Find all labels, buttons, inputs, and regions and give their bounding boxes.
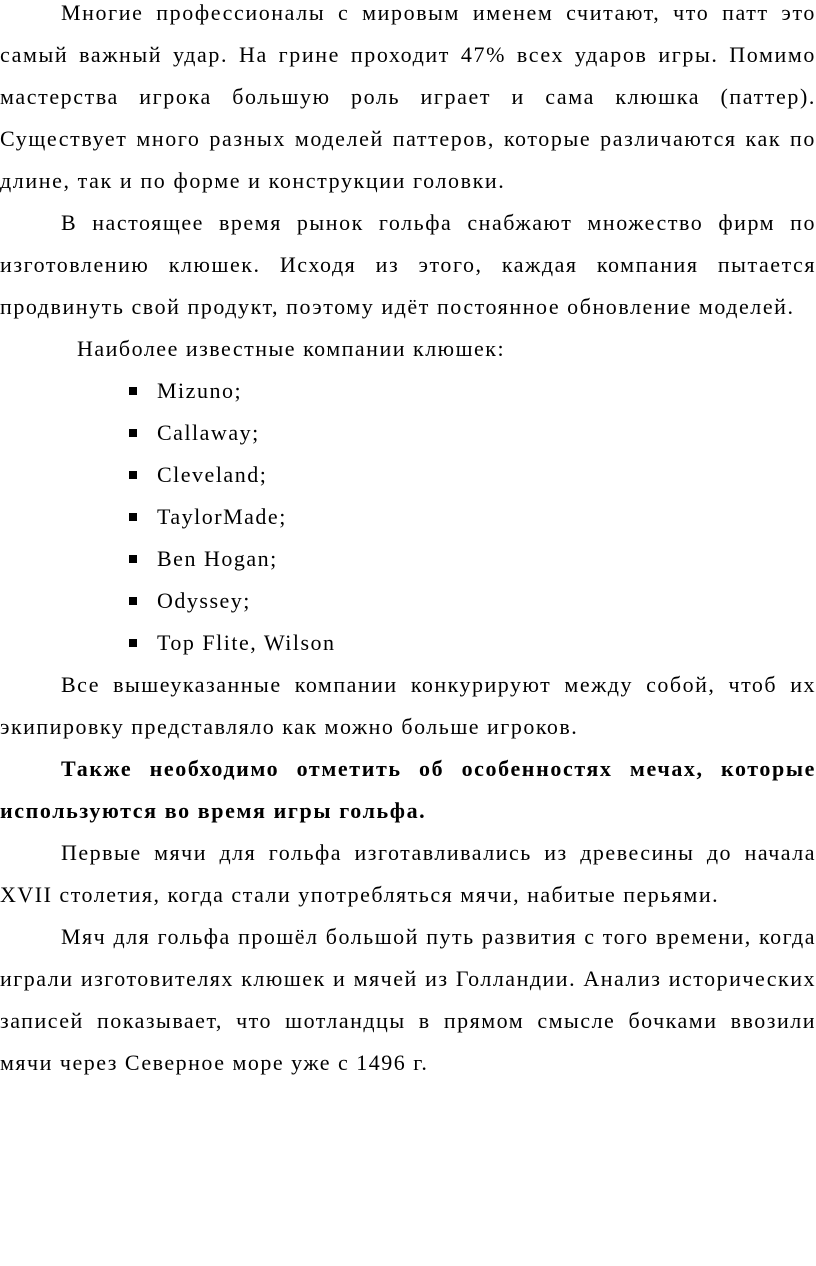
list-item: Odyssey; (129, 580, 816, 622)
list-item: Cleveland; (129, 454, 816, 496)
paragraph-competition: Все вышеуказанные компании конкурируют между собой, чтоб их экипировку представляло как можно больше игроков. (0, 672, 816, 739)
square-bullet-icon (129, 387, 137, 395)
list-intro: Наиболее известные компании клюшек: (77, 336, 506, 361)
paragraph-putt: Многие профессионалы с мировым именем считают, что патт это самый важный удар. На грине проходит 47% всех ударов игры. Помимо мастерства игрока большую роль играет и сама клюшка (паттер). Существует много разных моделей паттеров, которые различаются как по длине, так и по форме и конструкции головки. (0, 0, 816, 193)
paragraph-ball-history: Мяч для гольфа прошёл большой путь развития с того времени, когда играли изготовителях клюшек и мячей из Голландии. Анализ исторических записей показывает, что шотландцы в прямом смысле бочками ввозили мячи через Северное море уже с 1496 г. (0, 924, 816, 1075)
square-bullet-icon (129, 471, 137, 479)
square-bullet-icon (129, 597, 137, 605)
brand-list (0, 370, 816, 664)
square-bullet-icon (129, 639, 137, 647)
list-item: TaylorMade; (129, 496, 816, 538)
list-item: Top Flite, Wilson (129, 622, 816, 664)
paragraph-market: В настоящее время рынок гольфа снабжают множество фирм по изготовлению клюшек. Исходя из этого, каждая компания пытается продвинуть свой продукт, поэтому идёт постоянное обновление моделей. (0, 210, 816, 319)
list-item: Ben Hogan; (129, 538, 816, 580)
list-item: Callaway; (129, 412, 816, 454)
square-bullet-icon (129, 429, 137, 437)
square-bullet-icon (129, 555, 137, 563)
bold-heading: Также необходимо отметить об особенностях мечах, которые используются во время игры гольфа. (0, 756, 816, 823)
list-item: Mizuno; (129, 370, 816, 412)
square-bullet-icon (129, 513, 137, 521)
paragraph-wooden-balls: Первые мячи для гольфа изготавливались из древесины до начала XVII столетия, когда стали употребляться мячи, набитые перьями. (0, 840, 816, 907)
